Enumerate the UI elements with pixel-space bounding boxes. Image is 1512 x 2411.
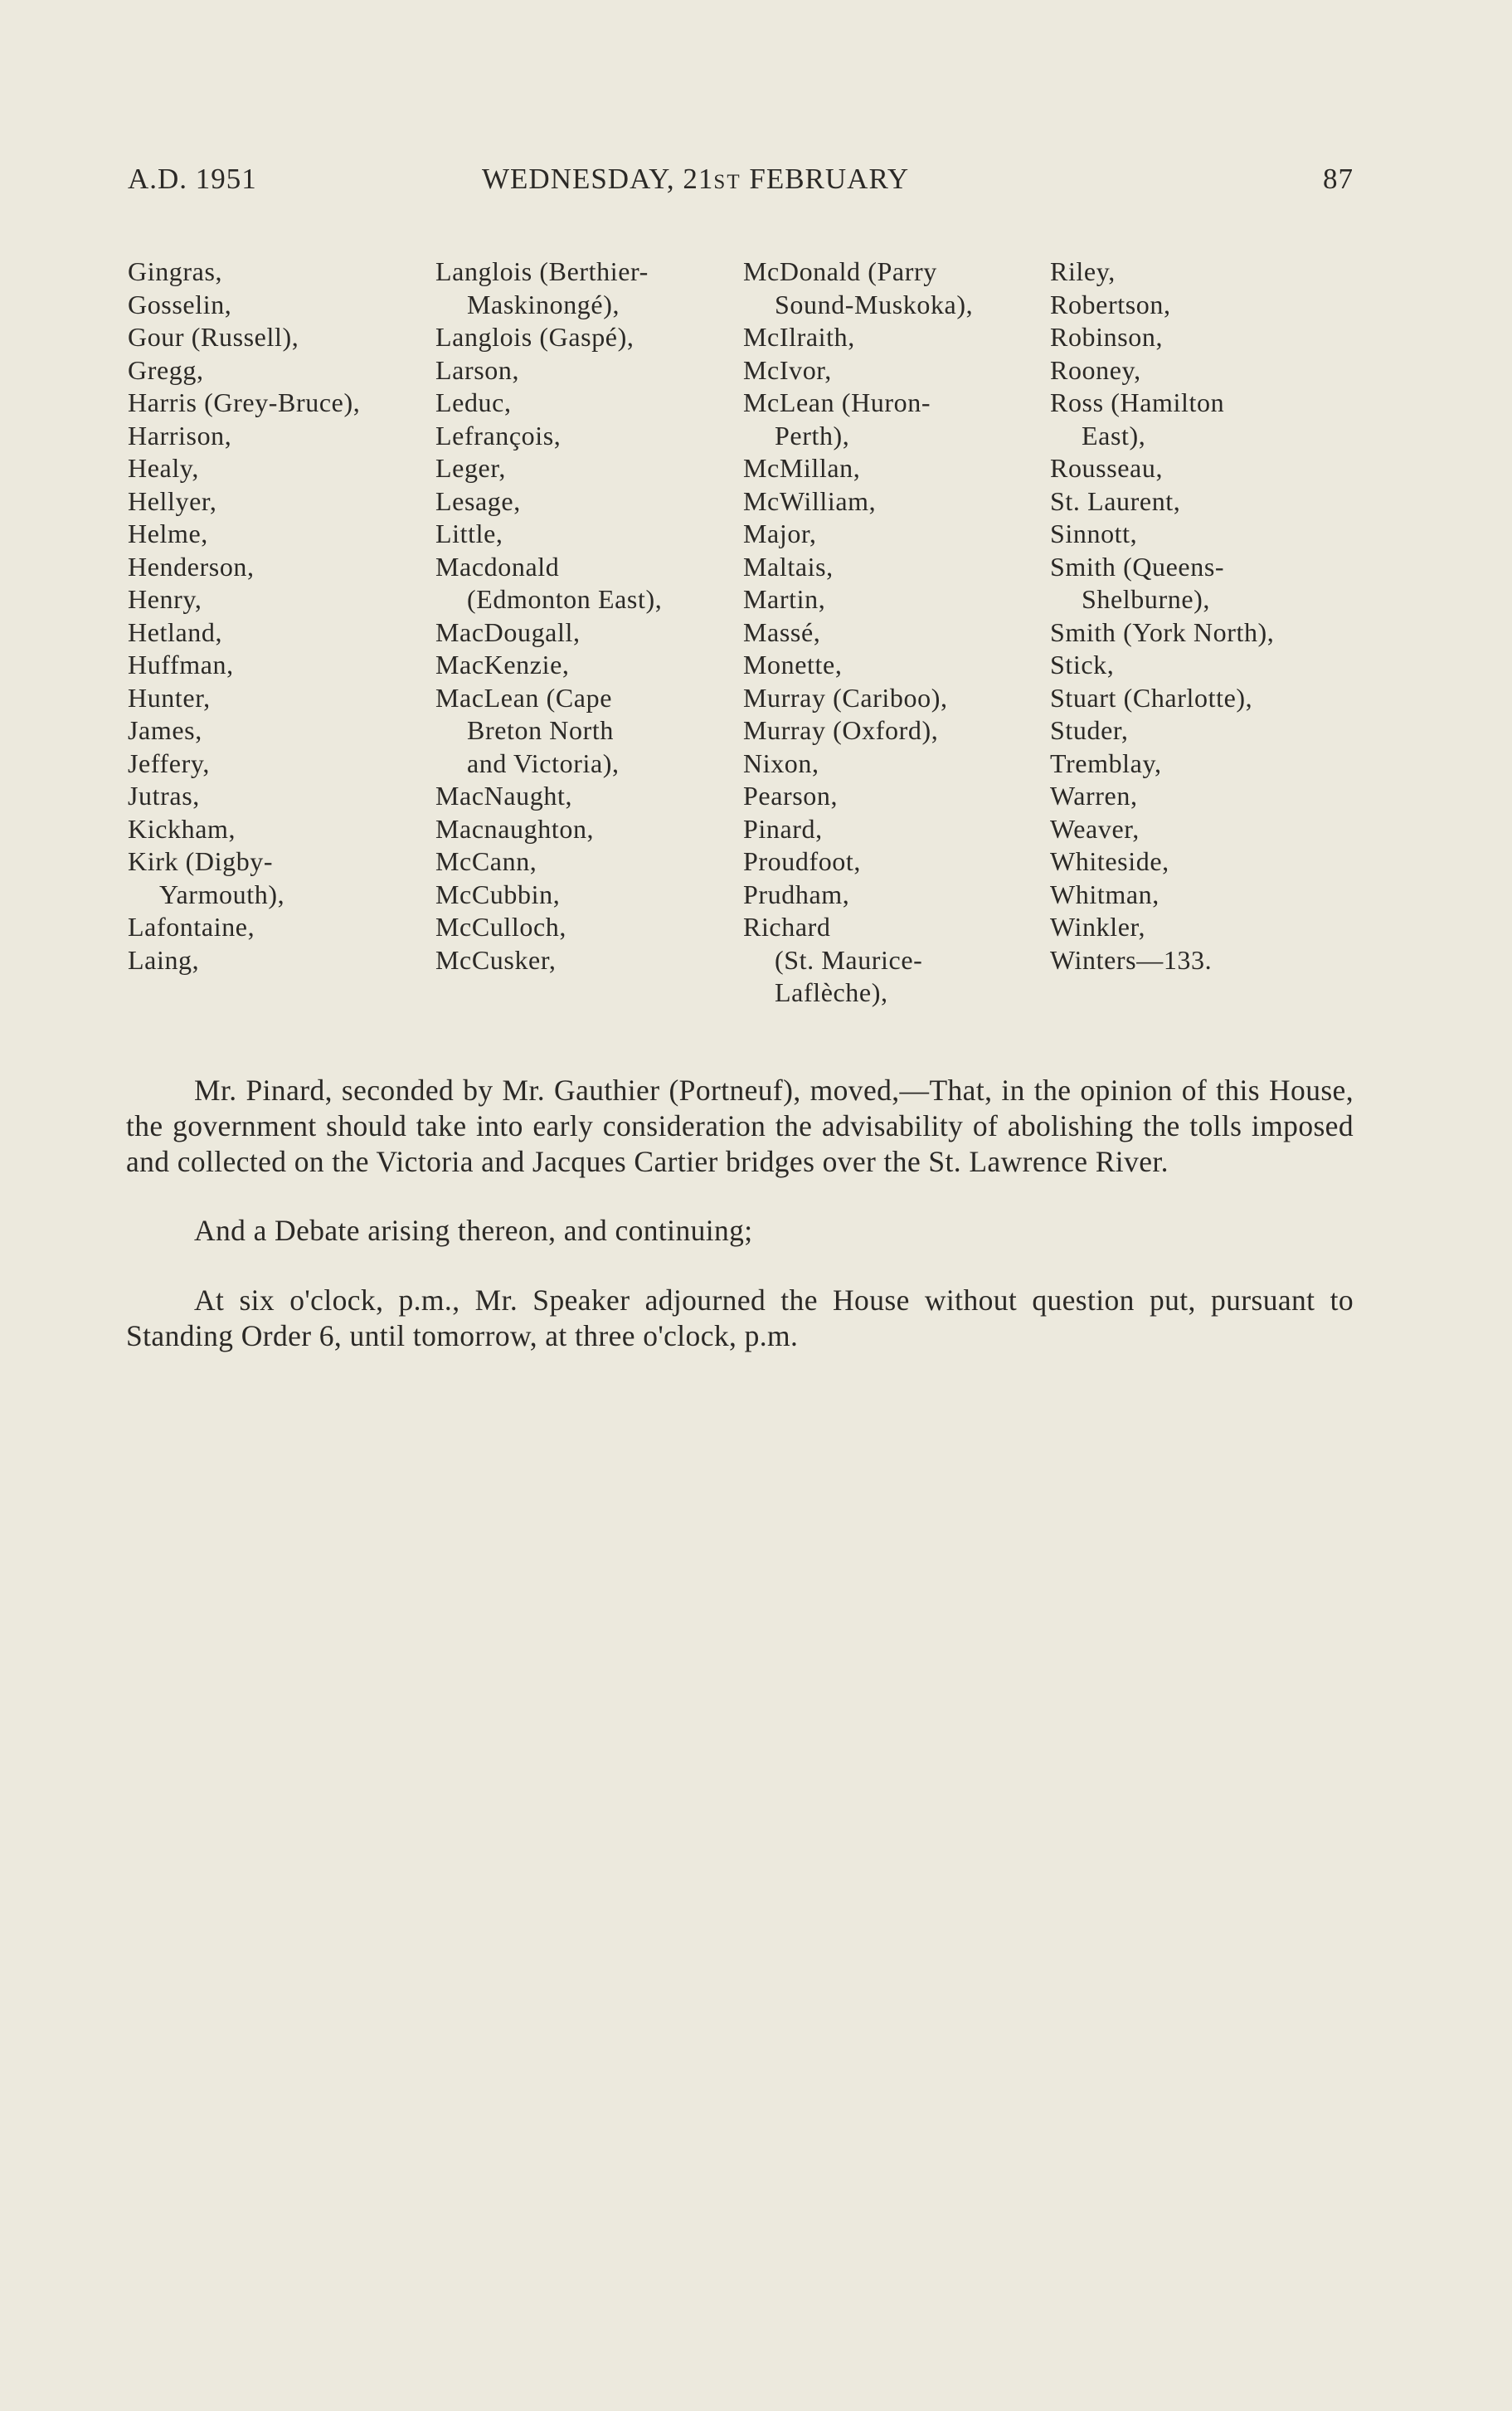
member-name-line: Little, <box>435 519 503 548</box>
member-name-line: McIlraith, <box>743 322 855 352</box>
member-name <box>435 649 738 682</box>
member-name-line: Stuart (Charlotte), <box>1050 682 1253 713</box>
member-name-line: Lesage, <box>435 485 521 516</box>
member-name-line: Jeffery, <box>128 748 210 778</box>
member-name-line: Helme, <box>128 519 208 548</box>
member-name-line: Smith (Queens- <box>1050 551 1225 582</box>
member-name <box>1050 748 1373 781</box>
member-name-line: Robinson, <box>1050 322 1164 352</box>
member-name-continuation: Yarmouth), <box>159 879 285 909</box>
member-name <box>743 649 1046 682</box>
member-name-line: Massé, <box>743 616 821 647</box>
member-name <box>435 944 738 977</box>
member-name <box>1050 452 1373 485</box>
member-name-line: Harrison, <box>128 420 232 451</box>
member-name <box>435 780 738 813</box>
member-name <box>435 452 738 485</box>
member-name <box>1050 354 1373 387</box>
member-name-line: Pinard, <box>743 813 823 844</box>
member-name-line: Healy, <box>128 453 199 483</box>
member-name <box>128 420 430 453</box>
member-name-line: Warren, <box>1050 781 1138 811</box>
name-column-3 <box>743 256 1046 1010</box>
member-name-line: Sinnott, <box>1050 519 1138 548</box>
member-name <box>435 879 738 912</box>
member-name-line: Hetland, <box>128 616 223 647</box>
member-name <box>1050 813 1373 846</box>
member-name-line: Gosselin, <box>128 289 232 319</box>
member-name <box>435 518 738 551</box>
member-name <box>743 748 1046 781</box>
member-name-line: Rooney, <box>1050 354 1141 385</box>
member-name-line: Leger, <box>435 453 506 483</box>
member-name <box>128 649 430 682</box>
header-day: WEDNESDAY, 21 <box>482 163 714 195</box>
member-name-line: Macnaughton, <box>435 813 595 844</box>
member-name-line: Nixon, <box>743 748 819 778</box>
member-name-line: Robertson, <box>1050 289 1171 319</box>
name-column-4 <box>1050 256 1373 977</box>
member-name-continuation: Laflèche), <box>775 977 888 1007</box>
member-name-line: Riley, <box>1050 256 1116 286</box>
member-name <box>128 485 430 519</box>
member-name-line: Jutras, <box>128 781 200 811</box>
member-name-line: Smith (York North), <box>1050 616 1275 647</box>
member-name <box>743 387 1046 452</box>
member-name <box>743 551 1046 584</box>
page-number: 87 <box>1323 163 1354 195</box>
member-name <box>743 813 1046 846</box>
member-name <box>128 944 430 977</box>
member-name <box>743 485 1046 519</box>
member-name-line: Langlois (Gaspé), <box>435 322 634 352</box>
member-name-line: Hellyer, <box>128 485 217 516</box>
member-name <box>1050 289 1373 322</box>
member-name-line: Kirk (Digby- <box>128 846 274 876</box>
member-name-line: Murray (Cariboo), <box>743 682 948 713</box>
member-name <box>128 583 430 616</box>
journal-text <box>126 1073 1354 1354</box>
debate-paragraph: And a Debate arising thereon, and continuing; <box>194 1214 753 1247</box>
member-name-line: Lefrançois, <box>435 420 562 451</box>
member-name-line: Gingras, <box>128 256 223 286</box>
header-date <box>482 163 909 196</box>
member-name <box>743 616 1046 650</box>
member-name-line: McCusker, <box>435 944 557 975</box>
member-name <box>435 321 738 354</box>
member-name <box>1050 485 1373 519</box>
member-name <box>435 354 738 387</box>
member-name <box>743 879 1046 912</box>
member-name-line: Larson, <box>435 354 520 385</box>
member-name-line: McIvor, <box>743 354 832 385</box>
member-name <box>743 321 1046 354</box>
member-name-line: McCubbin, <box>435 879 561 909</box>
member-name-line: Ross (Hamilton <box>1050 387 1225 417</box>
member-name <box>435 485 738 519</box>
member-name-line: Leduc, <box>435 387 512 417</box>
member-name-line: Maltais, <box>743 551 834 582</box>
member-name <box>128 354 430 387</box>
member-name-continuation: Sound-Muskoka), <box>775 289 974 319</box>
member-name <box>128 518 430 551</box>
member-name <box>128 780 430 813</box>
member-name <box>128 256 430 289</box>
member-name <box>128 321 430 354</box>
member-name <box>435 420 738 453</box>
member-name <box>128 845 430 911</box>
member-name-line: Stick, <box>1050 650 1115 679</box>
member-name-line: St. Laurent, <box>1050 485 1181 516</box>
member-name <box>128 452 430 485</box>
member-name <box>435 845 738 879</box>
member-name <box>743 452 1046 485</box>
member-name <box>435 256 738 321</box>
member-name-line: Tremblay, <box>1050 748 1162 778</box>
member-name <box>1050 321 1373 354</box>
member-name-line: Langlois (Berthier- <box>435 256 649 286</box>
member-name-line: Monette, <box>743 650 843 679</box>
member-name <box>743 845 1046 879</box>
member-name <box>128 682 430 715</box>
member-name <box>1050 911 1373 944</box>
member-name <box>1050 256 1373 289</box>
member-name <box>743 256 1046 321</box>
member-name-continuation: East), <box>1082 420 1146 451</box>
name-column-2 <box>435 256 738 977</box>
member-name-line: Studer, <box>1050 715 1129 745</box>
member-name-continuation: (Edmonton East), <box>467 584 663 614</box>
member-name-line: MacDougall, <box>435 616 581 647</box>
member-name-line: Winters—133. <box>1050 944 1213 975</box>
member-name-line: McCulloch, <box>435 912 566 942</box>
member-name-continuation: Perth), <box>775 420 850 451</box>
member-name-line: Harris (Grey-Bruce), <box>128 387 361 417</box>
member-name-line: Winkler, <box>1050 912 1146 942</box>
header-year: A.D. 1951 <box>128 163 257 195</box>
adjournment-paragraph: At six o'clock, p.m., Mr. Speaker adjourned the House without question put, pursuant to Standing Order 6, until tomorrow, at three o'clock, p.m. <box>126 1283 1354 1352</box>
member-name-line: Pearson, <box>743 781 839 811</box>
member-name-line: Huffman, <box>128 650 234 679</box>
member-name-line: Henderson, <box>128 551 255 582</box>
member-name <box>128 616 430 650</box>
member-name <box>1050 780 1373 813</box>
member-name <box>435 813 738 846</box>
member-name-line: McWilliam, <box>743 485 877 516</box>
member-name-continuation: (St. Maurice- <box>775 944 923 975</box>
member-name <box>743 583 1046 616</box>
header-ordinal: ST <box>713 171 741 193</box>
motion-paragraph: Mr. Pinard, seconded by Mr. Gauthier (Portneuf), moved,—That, in the opinion of this House, the government should take into early consideration the advisability of abolishing the tolls imposed and collected on the Victoria and Jacques Cartier bridges over the St. Lawrence River. <box>126 1074 1354 1178</box>
member-name-line: MacLean (Cape <box>435 682 613 713</box>
member-name <box>743 518 1046 551</box>
member-name <box>743 354 1046 387</box>
member-name-line: McDonald (Parry <box>743 256 937 286</box>
header-month: FEBRUARY <box>749 163 910 195</box>
page-header <box>128 163 1354 206</box>
member-name-line: Hunter, <box>128 682 211 713</box>
member-name-continuation: Shelburne), <box>1082 584 1211 614</box>
member-name-line: Richard <box>743 912 831 942</box>
member-name <box>435 911 738 944</box>
member-name <box>743 714 1046 748</box>
member-name-line: Prudham, <box>743 879 850 909</box>
member-name-line: Gregg, <box>128 354 204 385</box>
member-name-line: MacNaught, <box>435 781 573 811</box>
member-name <box>1050 551 1373 616</box>
member-name <box>1050 879 1373 912</box>
member-name <box>1050 518 1373 551</box>
member-name <box>128 387 430 420</box>
member-name <box>128 289 430 322</box>
member-name <box>435 616 738 650</box>
member-name-line: Weaver, <box>1050 813 1140 844</box>
member-name-continuation: and Victoria), <box>467 748 620 778</box>
member-name <box>1050 649 1373 682</box>
member-name <box>1050 682 1373 715</box>
member-name-continuation: Breton North <box>467 715 614 745</box>
member-name <box>128 714 430 748</box>
member-name-line: Lafontaine, <box>128 912 255 942</box>
member-name <box>1050 845 1373 879</box>
member-name-line: McMillan, <box>743 453 861 483</box>
member-name-line: James, <box>128 715 202 745</box>
member-name <box>435 682 738 781</box>
member-name <box>435 387 738 420</box>
member-name <box>128 813 430 846</box>
member-name-line: Whiteside, <box>1050 846 1169 876</box>
member-name-line: Macdonald <box>435 551 560 582</box>
member-name <box>1050 387 1373 452</box>
member-name-line: MacKenzie, <box>435 650 570 679</box>
member-name <box>1050 944 1373 977</box>
member-name-line: Kickham, <box>128 813 236 844</box>
member-name-line: Martin, <box>743 584 826 614</box>
member-name-line: McCann, <box>435 846 537 876</box>
member-name <box>435 551 738 616</box>
name-column-1 <box>128 256 430 977</box>
member-name-line: McLean (Huron- <box>743 387 931 417</box>
member-name-line: Murray (Oxford), <box>743 715 939 745</box>
member-name <box>128 551 430 584</box>
member-name-line: Whitman, <box>1050 879 1160 909</box>
member-name <box>128 748 430 781</box>
member-name-continuation: Maskinongé), <box>467 289 620 319</box>
member-name <box>743 780 1046 813</box>
member-name-line: Laing, <box>128 944 200 975</box>
member-name-line: Proudfoot, <box>743 846 861 876</box>
member-name <box>128 911 430 944</box>
member-name-line: Major, <box>743 519 817 548</box>
member-name-line: Gour (Russell), <box>128 322 299 352</box>
member-name-line: Henry, <box>128 584 202 614</box>
member-name <box>1050 714 1373 748</box>
member-name <box>743 911 1046 1010</box>
member-name <box>1050 616 1373 650</box>
member-name-line: Rousseau, <box>1050 453 1164 483</box>
member-name <box>743 682 1046 715</box>
